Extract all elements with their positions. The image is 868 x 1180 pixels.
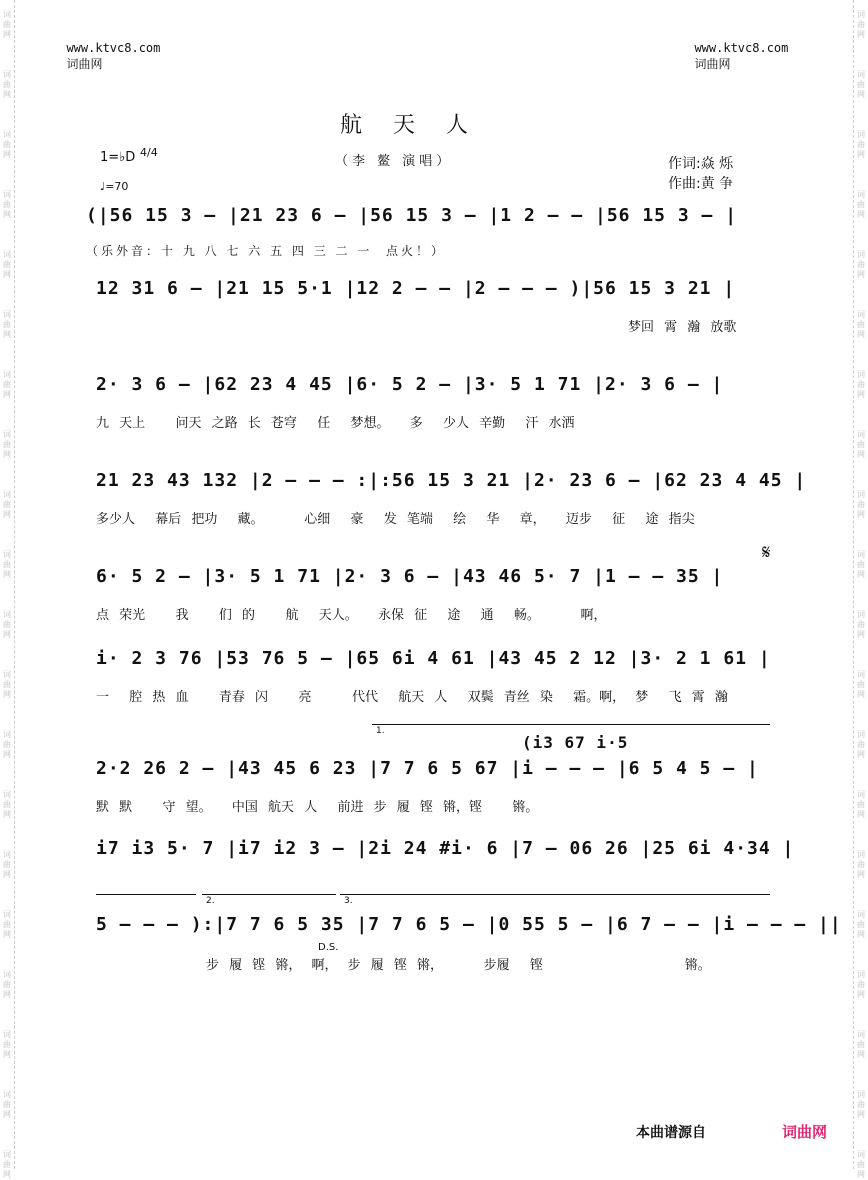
composer-credit: 作曲:黄 争 [668, 176, 734, 192]
header-left [52, 27, 160, 72]
score-row-3: 2· 3 6 – |62 23 4 45 |6· 5 2 – |3· 5 1 71 |2· 3 6 – | [96, 374, 724, 395]
volta-continuation-line [96, 894, 196, 895]
lyric-row-5: 点 荣光 我 们 的 航 天人。 永保 征 途 通 畅。 啊， [96, 608, 607, 623]
side-watermark-text: 词 曲 网 [857, 910, 865, 939]
score-row-6: i· 2 3 76 |53 76 5 – |65 6i 4 61 |43 45 2 12 |3· 2 1 61 | [96, 648, 771, 669]
right-watermark-strip [853, 0, 868, 1179]
side-watermark-text: 词 曲 网 [3, 910, 11, 939]
upper-voice: (i3 67 i·5 [522, 733, 629, 752]
side-watermark-text: 词 曲 网 [3, 730, 11, 759]
side-watermark-text: 词 曲 网 [3, 550, 11, 579]
song-title: 航 天 人 [340, 113, 480, 138]
volta-1-line [372, 724, 770, 725]
site-url-left[interactable]: www.ktvc8.com [66, 41, 161, 55]
lyric-row-7: 默 默 守 望。 中国 航天 人 前进 步 履 铿 锵，铿 锵。 [96, 800, 539, 815]
left-watermark-strip [0, 0, 15, 1179]
volta-3-line [340, 894, 770, 895]
side-watermark-text: 词 曲 网 [3, 430, 11, 459]
lyric-row-3: 九 天上 问天 之路 长 苍穹 任 梦想。 多 少人 辛勤 汗 水洒 [96, 416, 575, 431]
side-watermark-text: 词 曲 网 [857, 310, 865, 339]
side-watermark-text: 词 曲 网 [857, 850, 865, 879]
side-watermark-text: 词 曲 网 [857, 370, 865, 399]
score-row-4: 21 23 43 132 |2 – – – :|:56 15 3 21 |2· 23 6 – |62 23 4 45 | [96, 470, 807, 491]
side-watermark-text: 词 曲 网 [857, 1090, 865, 1119]
score-row-7: 2·2 26 2 – |43 45 6 23 |7 7 6 5 67 |i – – – |6 5 4 5 – | [96, 758, 759, 779]
site-url-right[interactable]: www.ktvc8.com [694, 41, 789, 55]
side-watermark-text: 词 曲 网 [857, 250, 865, 279]
side-watermark-text: 词 曲 网 [3, 1030, 11, 1059]
lyric-row-4: 多少人 幕后 把功 藏。 心细 豪 发 笔端 绘 华 章， 迈步 征 途 指尖 [96, 512, 695, 527]
side-watermark-text: 词 曲 网 [857, 430, 865, 459]
side-watermark-text: 词 曲 网 [3, 190, 11, 219]
lyric-row-9: 步 履 铿 锵， 啊， 步 履 铿 锵， 步履 铿 锵。 [206, 958, 711, 973]
side-watermark-text: 词 曲 网 [3, 850, 11, 879]
side-watermark-text: 词 曲 网 [3, 670, 11, 699]
lyric-row-1: （乐外音：十 九 八 七 六 五 四 三 二 一 点火！） [86, 244, 446, 258]
side-watermark-text: 词 曲 网 [3, 250, 11, 279]
score-row-1: (|56 15 3 – |21 23 6 – |56 15 3 – |1 2 – – |56 15 3 – | [86, 205, 738, 226]
side-watermark-text: 词 曲 网 [3, 370, 11, 399]
side-watermark-text: 词 曲 网 [857, 610, 865, 639]
score-row-2: 12 31 6 – |21 15 5·1 |12 2 – – |2 – – – )|56 15 3 21 | [96, 278, 736, 299]
lyric-row-2: 梦回 霄 瀚 放歌 [628, 320, 737, 335]
side-watermark-text: 词 曲 网 [857, 970, 865, 999]
side-watermark-text: 词 曲 网 [3, 130, 11, 159]
side-watermark-text: 词 曲 网 [857, 730, 865, 759]
side-watermark-text: 词 曲 网 [857, 550, 865, 579]
volta-2-line [202, 894, 336, 895]
singer-credit: （李 鳌 演唱） [335, 154, 454, 169]
side-watermark-text: 词 曲 网 [3, 610, 11, 639]
lyric-row-6: 一 腔 热 血 青春 闪 亮 代代 航天 人 双鬓 青丝 染 霜。啊， 梦 飞 霄 瀚 [96, 690, 728, 705]
site-name-left: 词曲网 [66, 57, 103, 71]
time-signature: 4/4 [140, 146, 158, 159]
side-watermark-text: 词 曲 网 [3, 70, 11, 99]
side-watermark-text: 词 曲 网 [3, 1090, 11, 1119]
side-watermark-text: 词 曲 网 [3, 490, 11, 519]
score-row-5: 6· 5 2 – |3· 5 1 71 |2· 3 6 – |43 46 5· 7 |1 – – 35 | [96, 566, 724, 587]
volta-3-label: 3. [344, 896, 353, 906]
side-watermark-text: 词 曲 网 [3, 790, 11, 819]
side-watermark-text: 词 曲 网 [3, 10, 11, 39]
source-label: 本曲谱源自 [636, 1125, 706, 1141]
segno-sign: 𝄋 [762, 540, 771, 564]
side-watermark-text: 词 曲 网 [857, 670, 865, 699]
side-watermark-text: 词 曲 网 [857, 130, 865, 159]
tempo-mark: ♩=70 [100, 180, 129, 193]
header-right [680, 27, 788, 72]
score-row-9: 5 – – – ):|7 7 6 5 35 |7 7 6 5 – |0 55 5 – |6 7 – – |i – – – || [96, 914, 842, 935]
ds-mark: D.S. [318, 942, 339, 953]
lyricist-credit: 作词:焱 烁 [668, 156, 734, 172]
side-watermark-text: 词 曲 网 [3, 1150, 11, 1179]
volta-2-label: 2. [206, 896, 215, 906]
side-watermark-text: 词 曲 网 [3, 970, 11, 999]
side-watermark-text: 词 曲 网 [857, 190, 865, 219]
brand-link[interactable]: 词曲网 [782, 1123, 828, 1141]
side-watermark-text: 词 曲 网 [857, 10, 865, 39]
site-name-right: 词曲网 [694, 57, 731, 71]
score-row-8: i7 i3 5· 7 |i7 i2 3 – |2i 24 #i· 6 |7 – 06 26 |25 6i 4·34 | [96, 838, 795, 859]
side-watermark-text: 词 曲 网 [857, 70, 865, 99]
side-watermark-text: 词 曲 网 [3, 310, 11, 339]
volta-1-label: 1. [376, 726, 385, 736]
side-watermark-text: 词 曲 网 [857, 1150, 865, 1179]
side-watermark-text: 词 曲 网 [857, 1030, 865, 1059]
key-signature: 1=♭D [100, 150, 136, 165]
side-watermark-text: 词 曲 网 [857, 790, 865, 819]
side-watermark-text: 词 曲 网 [857, 490, 865, 519]
